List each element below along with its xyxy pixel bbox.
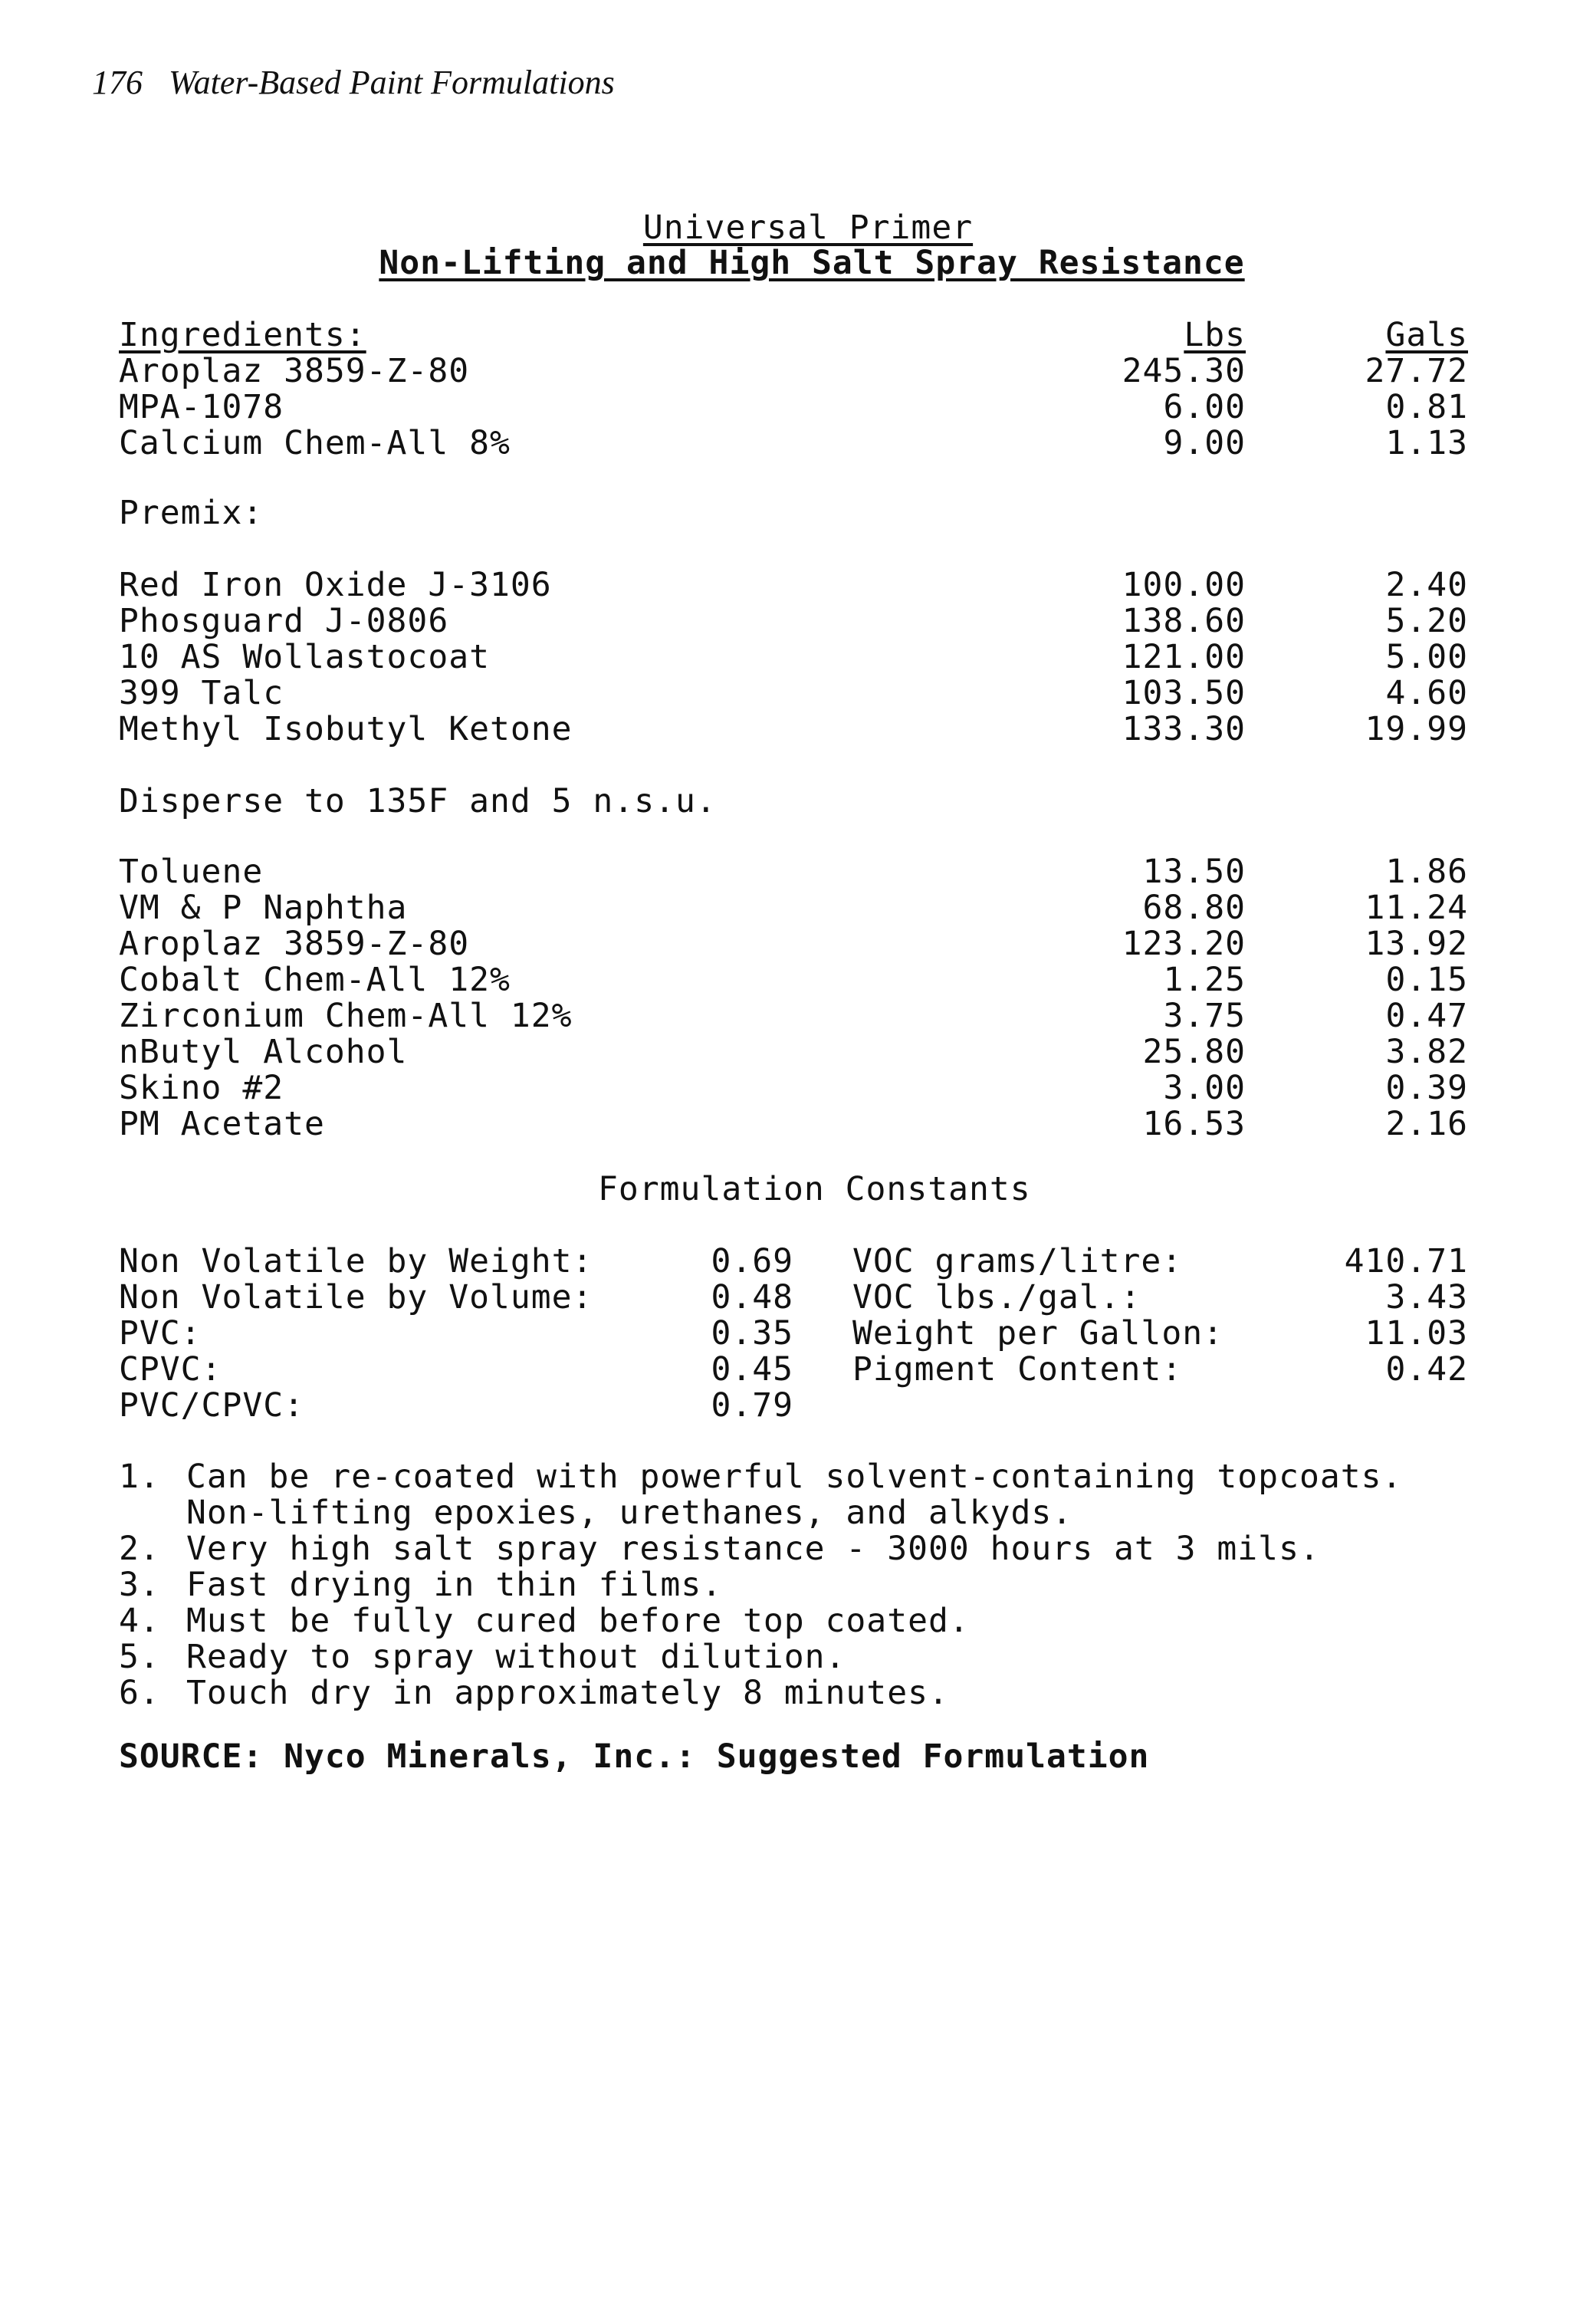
note-item: 3. Fast drying in thin films. xyxy=(119,1566,723,1604)
constant-row: Non Volatile by Volume: 0.48 xyxy=(119,1278,793,1316)
constants-title: Formulation Constants xyxy=(598,1170,1031,1208)
ingredient-row: Cobalt Chem-All 12% 1.25 0.15 xyxy=(119,961,1468,999)
constant-row: Non Volatile by Weight: 0.69 xyxy=(119,1242,793,1280)
premix-label: Premix: xyxy=(119,494,264,532)
formulation-subtitle: Non-Lifting and High Salt Spray Resistance xyxy=(379,244,1245,282)
constant-row: VOC grams/litre: 410.71 xyxy=(852,1242,1468,1280)
lbs-header: Lbs xyxy=(1184,316,1246,354)
note-item: 2. Very high salt spray resistance - 3000 hours at 3 mils. xyxy=(119,1530,1320,1568)
ingredient-row: Red Iron Oxide J-3106 100.00 2.40 xyxy=(119,566,1468,604)
constant-row: Weight per Gallon: 11.03 xyxy=(852,1314,1468,1353)
constant-row: Pigment Content: 0.42 xyxy=(852,1350,1468,1389)
page-number: 176 xyxy=(92,64,143,101)
ingredient-row: Methyl Isobutyl Ketone 133.30 19.99 xyxy=(119,710,1468,748)
constant-row: VOC lbs./gal.: 3.43 xyxy=(852,1278,1468,1316)
ingredients-header: Ingredients: xyxy=(119,316,366,354)
ingredient-row: Aroplaz 3859-Z-80 123.20 13.92 xyxy=(119,925,1468,963)
constant-row: CPVC: 0.45 xyxy=(119,1350,793,1389)
ingredient-row: Phosguard J-0806 138.60 5.20 xyxy=(119,602,1468,640)
disperse-instruction: Disperse to 135F and 5 n.s.u. xyxy=(119,782,717,820)
ingredient-row: Skino #2 3.00 0.39 xyxy=(119,1069,1468,1107)
ingredient-row: VM & P Naphtha 68.80 11.24 xyxy=(119,889,1468,927)
gals-header: Gals xyxy=(1385,316,1468,354)
ingredient-row: nButyl Alcohol 25.80 3.82 xyxy=(119,1033,1468,1071)
ingredient-row: Calcium Chem-All 8% 9.00 1.13 xyxy=(119,424,1468,462)
book-title: Water-Based Paint Formulations xyxy=(169,64,615,101)
formulation-title: Universal Primer xyxy=(642,209,974,247)
ingredient-row: 399 Talc 103.50 4.60 xyxy=(119,674,1468,712)
note-item: 6. Touch dry in approximately 8 minutes. xyxy=(119,1674,949,1712)
running-header xyxy=(92,63,615,102)
note-item: 5. Ready to spray without dilution. xyxy=(119,1638,846,1676)
ingredient-row: 10 AS Wollastocoat 121.00 5.00 xyxy=(119,638,1468,676)
note-item: 4. Must be fully cured before top coated. xyxy=(119,1602,970,1640)
constant-row: PVC/CPVC: 0.79 xyxy=(119,1386,793,1425)
ingredient-row: PM Acetate 16.53 2.16 xyxy=(119,1105,1468,1143)
ingredient-row: Aroplaz 3859-Z-80 245.30 27.72 xyxy=(119,352,1468,390)
ingredient-row: Toluene 13.50 1.86 xyxy=(119,853,1468,891)
constant-row: PVC: 0.35 xyxy=(119,1314,793,1353)
ingredient-row: Zirconium Chem-All 12% 3.75 0.47 xyxy=(119,997,1468,1035)
source-citation: SOURCE: Nyco Minerals, Inc.: Suggested Formulation xyxy=(119,1737,1150,1776)
note-item: Non-lifting epoxies, urethanes, and alkyds. xyxy=(186,1494,1073,1532)
ingredient-row: MPA-1078 6.00 0.81 xyxy=(119,388,1468,426)
note-item: 1. Can be re-coated with powerful solvent-containing topcoats. xyxy=(119,1458,1403,1496)
column-header-row xyxy=(119,317,1468,353)
